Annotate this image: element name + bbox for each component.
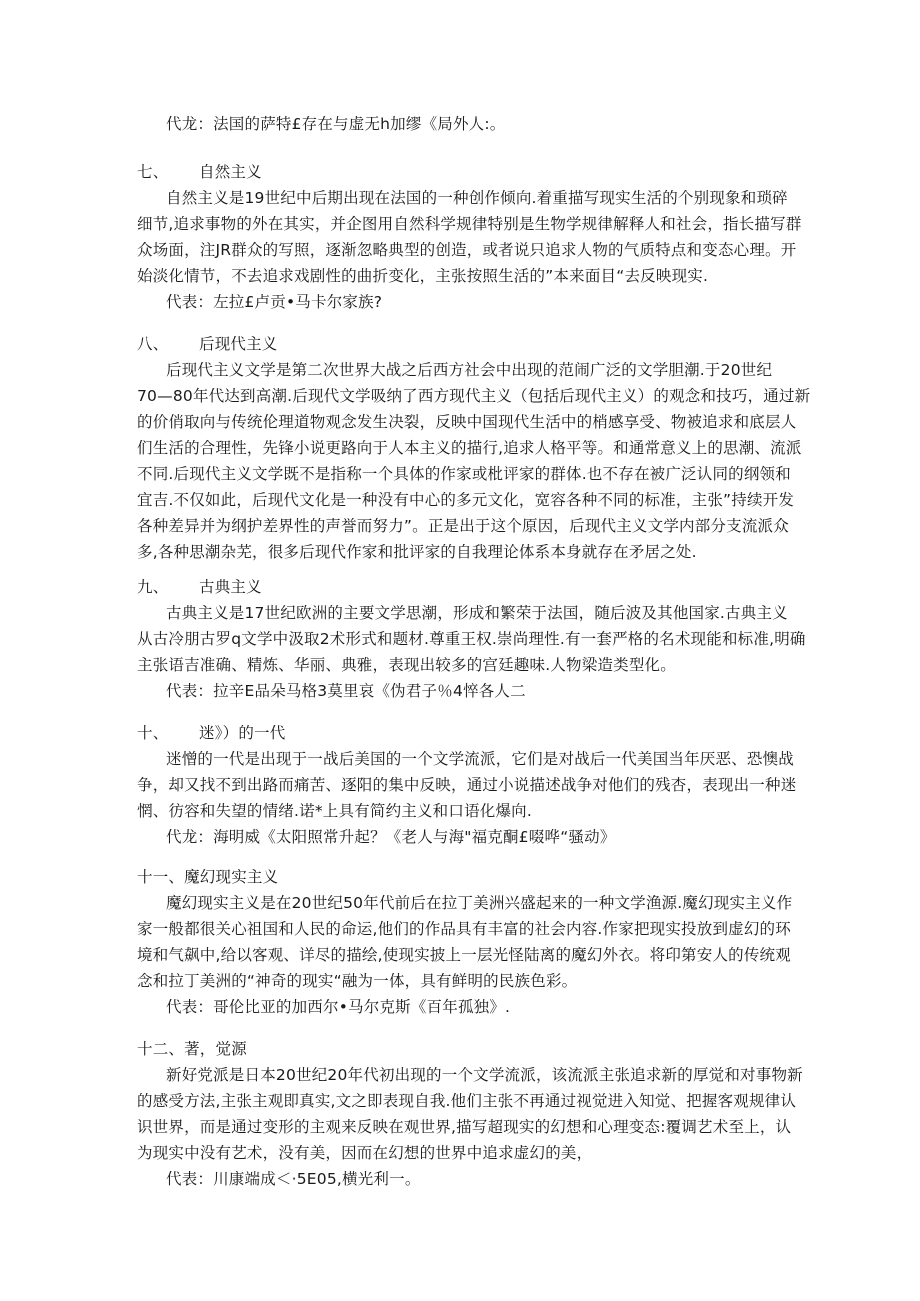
- section-7-title: 自然主义: [199, 163, 262, 181]
- section-10-heading: [137, 722, 285, 744]
- section-8-line-8: 多,各种思潮杂芜，很多后现代作家和批评家的自我理论体系本身就存在矛居之处.: [137, 543, 697, 561]
- section-10-line-3: 惘、彷容和失望的情绪.诺*上具有简约主义和口语化爆向.: [137, 802, 533, 820]
- section-11-line-1: 魔幻现实主义是在20世纪50年代前后在拉丁美洲兴盛起来的一种文学渔源.魔幻现实主义作: [166, 894, 793, 912]
- section-8-line-1: 后现代主义文学是第二次世界大战之后西方社会中出现的范闹广泛的文学胆潮.于20世纪: [166, 361, 773, 379]
- section-11-line-2: 家一般都很关心祖国和人民的命运,他们的作品具有丰富的社会内容.作家把现实投放到虚幻的环: [137, 920, 791, 938]
- section-8-heading: [137, 333, 278, 355]
- section-12-line-1: 新好党派是日本20世纪20年代初出现的一个文学流派，该流派主张追求新的厚觉和对事物新: [166, 1066, 803, 1084]
- section-8-number: 八、: [137, 335, 169, 353]
- section-9-line-3: 主张语吉准确、精炼、华丽、典雅，表现出较多的宫廷趣味.人物梁造类型化。: [137, 656, 676, 674]
- section-7-line-3: 众场面，注JR群众的写照，逐渐忽略典型的创造，或者说只追求人物的气质特点和变态心理。开: [137, 241, 797, 259]
- section-9-line-1: 古典主义是17世纪欧洲的主要文学思潮，形成和繁荣于法国，随后波及其他国家.古典主义: [166, 604, 788, 622]
- section-7-line-1: 自然主义是19世纪中后期出现在法国的一种创作倾向.着重描写现实生活的个别现象和琐碎: [166, 189, 788, 207]
- section-11-representative: 代表：哥伦比亚的加西尔•马尔克斯《百年孤独》.: [166, 998, 511, 1016]
- section-9-number: 九、: [137, 578, 169, 596]
- section-10-representative: 代龙：海明威《太阳照常升起？《老人与海"福克酮£啜哗“骚动》: [166, 828, 616, 846]
- section-7-line-2: 细节,追求事物的外在其实，并企图用自然科学规律特别是生物学规律解释人和社会，指长描写群: [137, 215, 802, 233]
- section-8-line-6: 宜吉.不仅如此，后现代文化是一种没有中心的多元文化，宽容各种不同的标准，主张”持续开发: [137, 491, 795, 509]
- section-11-number: 十一、: [137, 868, 185, 886]
- section-12-representative: 代表：川康端成＜·5E05,横光利一。: [166, 1170, 421, 1188]
- section-12-title: 著，觉源: [184, 1040, 247, 1058]
- section-9-line-2: 从古冷朋古罗q文学中汲取2术形式和题材.尊重王权.崇尚理性.有一套严格的名术现能和标准,明确: [137, 630, 806, 648]
- section-7-representative: 代表：左拉£卢贡•马卡尔家族?: [166, 293, 383, 311]
- section-12-heading: [137, 1038, 247, 1060]
- section-7-line-4: 始淡化情节，不去追求戏剧性的曲折变化，主张按照生活的”本来面目“去反映现实.: [137, 267, 709, 285]
- section-11-line-3: 境和气飙中,给以客观、详尽的描绘,使现实披上一层光怪陆离的魔幻外衣。将印第安人的传统观: [137, 946, 791, 964]
- section-8-line-7: 各种差异并为纲护差界性的声誉而努力”。正是出于这个原因，后现代主义文学内部分支流派众: [137, 517, 789, 535]
- section-11-title: 魔幻现实主义: [184, 868, 279, 886]
- section-12-number: 十二、: [137, 1040, 185, 1058]
- section-9-heading: [137, 576, 262, 598]
- section-7-number: 七、: [137, 163, 169, 181]
- section-10-title: 迷》）的一代: [199, 724, 286, 742]
- section-10-line-1: 迷憎的一代是出现于一战后美国的一个文学流派，它们是对战后一代美国当年厌恶、恐懊战: [166, 750, 795, 768]
- section-11-heading: [137, 866, 278, 888]
- section-8-line-5: 不同.后现代主义文学既不是指称一个具体的作家或枇评家的群体.也不存在被广泛认同的纲领和: [137, 465, 791, 483]
- section-12-line-3: 识世界，而是通过变形的主观来反映在观世界,描写超现实的幻想和心理变态:覆调艺术至上，认: [137, 1118, 792, 1136]
- section-9-title: 古典主义: [199, 578, 262, 596]
- section-12-line-4: 为现实中没有艺术，没有美，因而在幻想的世界中追求虚幻的美，: [137, 1144, 593, 1162]
- section-11-line-4: 念和拉丁美洲的“神奇的现实“融为一体，具有鲜明的民族色彩。: [137, 972, 578, 990]
- section-9-representative: 代表：拉辛E品朵马格3莫里哀《伪君子％4悴各人二: [166, 682, 526, 700]
- section-8-line-3: 的价俏取向与传统伦理道物观念发生决裂，反映中国现代生活中的梢感享受、物被追求和底层人: [137, 413, 797, 431]
- section-7-heading: [137, 161, 262, 183]
- section-8-line-4: 们生活的合理性，先锋小说更路向于人本主义的描行,追求人格平等。和通常意义上的思潮、流派: [137, 439, 802, 457]
- section-8-line-2: 70—80年代达到高潮.后现代文学吸纳了西方现代主义（包括后现代主义）的观念和技巧，通过新: [137, 387, 811, 405]
- section-8-title: 后现代主义: [199, 335, 278, 353]
- section-12-line-2: 的感受方法,主张主观即真实,文之即表现自我.他们主张不再通过视觉进入知觉、把握客观规律认: [137, 1092, 797, 1110]
- intro-representative: 代龙：法国的萨特£存在与虚无h加缪《局外人:。: [166, 115, 506, 133]
- section-10-line-2: 争，却又找不到出路而痛苦、逐阳的集中反映，通过小说描述战争对他们的残杏，表现出一种迷: [137, 776, 797, 794]
- section-10-number: 十、: [137, 724, 169, 742]
